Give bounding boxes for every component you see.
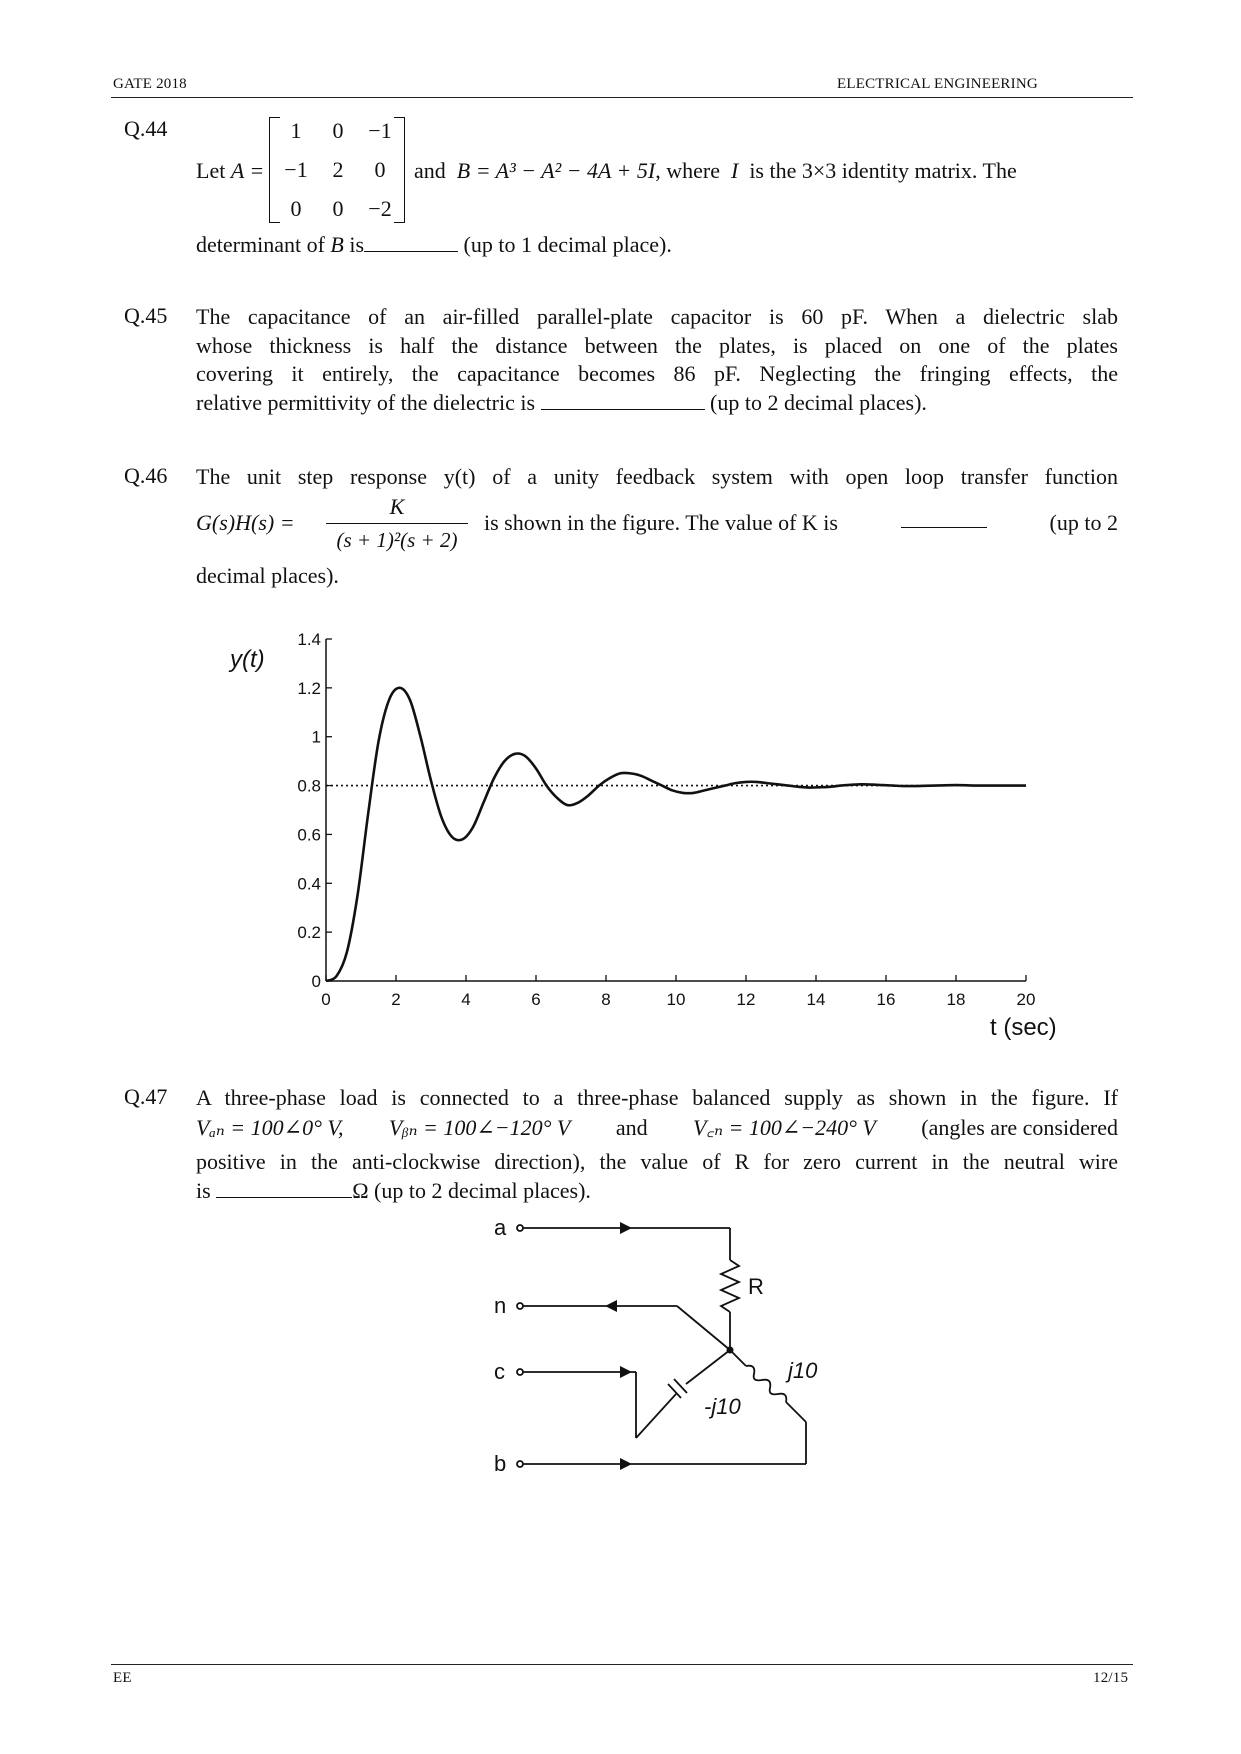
q47-line3: positive in the anti-clockwise direction), the value of R for zero current in the neutral wire xyxy=(196,1149,1118,1174)
arrow-c xyxy=(620,1366,632,1378)
answer-blank[interactable] xyxy=(901,509,987,528)
terminal-c-label: c xyxy=(494,1359,505,1384)
matrix-cell: 2 xyxy=(332,157,344,182)
y-tick-label: 0.2 xyxy=(297,923,321,943)
q46-line3: decimal places). xyxy=(196,563,339,588)
inductor-label: j10 xyxy=(788,1358,818,1383)
van-expr: Vₐₙ = 100∠0° V, xyxy=(196,1115,344,1140)
q44-line2: determinant of B is (up to 1 decimal place). xyxy=(196,232,672,257)
vcn-expr: V꜀ₙ = 100∠−240° V xyxy=(693,1115,876,1140)
y-tick-label: 1 xyxy=(311,727,321,747)
answer-blank[interactable] xyxy=(364,233,458,252)
x-tick-label: 14 xyxy=(806,990,826,1009)
footer-rule xyxy=(111,1664,1133,1665)
q44-line1-rest: and B = A³ − A² − 4A + 5I, where I is the 3×3 identity matrix. The xyxy=(414,158,1017,183)
q46-denominator: (s + 1)²(s + 2) xyxy=(336,528,458,552)
x-tick-label: 0 xyxy=(321,990,331,1009)
inductor-coil xyxy=(746,1366,786,1402)
q46-line1: The unit step response y(t) of a unity feedback system with open loop transfer function xyxy=(196,464,1118,489)
matrix-cell: 1 xyxy=(290,118,302,143)
x-tick-label: 10 xyxy=(666,990,686,1009)
capacitor-label: -j10 xyxy=(704,1394,741,1419)
three-phase-circuit xyxy=(480,1210,840,1500)
header-rule xyxy=(111,97,1133,98)
header-right: ELECTRICAL ENGINEERING xyxy=(837,76,1038,92)
matrix-cell: 0 xyxy=(332,118,344,143)
terminal-a-node xyxy=(517,1225,523,1231)
answer-blank[interactable] xyxy=(216,1179,352,1198)
footer-right: 12/15 xyxy=(1093,1670,1129,1686)
series-line-y xyxy=(326,688,1026,981)
q45-line: The capacitance of an air-filled parallel-plate capacitor is 60 pF. When a dielectric slab xyxy=(196,304,1118,329)
step-response-chart xyxy=(200,615,1080,1055)
vbn-expr: Vᵦₙ = 100∠−120° V xyxy=(388,1115,571,1140)
header-left: GATE 2018 xyxy=(113,76,187,92)
x-tick-label: 4 xyxy=(461,990,471,1009)
x-tick-label: 16 xyxy=(876,990,896,1009)
y-tick-label: 0 xyxy=(311,972,321,991)
q44-let: Let A = xyxy=(196,158,265,183)
x-tick-label: 18 xyxy=(946,990,966,1009)
q47-line4: is Ω (up to 2 decimal places). xyxy=(196,1178,591,1203)
terminal-b-node xyxy=(517,1461,523,1467)
x-tick-label: 12 xyxy=(736,990,756,1009)
arrow-n xyxy=(605,1300,617,1312)
terminal-n-label: n xyxy=(494,1293,507,1318)
q45-text xyxy=(196,303,1118,417)
x-tick-label: 8 xyxy=(601,990,611,1009)
terminal-a-label: a xyxy=(494,1215,507,1240)
arrow-a xyxy=(620,1222,632,1234)
capacitor-plate xyxy=(674,1379,687,1393)
matrix-cell: −1 xyxy=(368,118,392,143)
x-axis-label: t (sec) xyxy=(990,1014,1057,1041)
answer-blank[interactable] xyxy=(541,391,705,410)
y-tick-label: 0.6 xyxy=(297,825,321,845)
q45-line: relative permittivity of the dielectric is (up to 2 decimal places). xyxy=(196,389,927,415)
matrix-cell: −1 xyxy=(284,157,308,182)
y-tick-label: 1.2 xyxy=(297,678,321,698)
terminal-n-node xyxy=(517,1303,523,1309)
q46-lhs: G(s)H(s) = xyxy=(196,510,295,535)
q46-numerator: K xyxy=(389,494,405,519)
neutral-junction xyxy=(727,1347,734,1354)
terminal-b-label: b xyxy=(494,1451,507,1476)
resistor-zigzag xyxy=(721,1260,739,1312)
q47-number: Q.47 xyxy=(124,1084,168,1109)
matrix-cell: 0 xyxy=(332,196,344,221)
terminal-c-node xyxy=(517,1369,523,1375)
matrix-cell: 0 xyxy=(290,196,302,221)
q46-number: Q.46 xyxy=(124,463,168,488)
q47-line2: Vₐₙ = 100∠0° V, Vᵦₙ = 100∠−120° V and V꜀ₙ = 100∠−240° V (angles are considered xyxy=(196,1114,1118,1143)
fraction-bar xyxy=(326,523,468,524)
q47-line1: A three-phase load is connected to a three-phase balanced supply as shown in the figure. If xyxy=(196,1085,1118,1110)
x-tick-label: 2 xyxy=(391,990,401,1009)
matrix-cell: 0 xyxy=(374,157,386,182)
arrow-b xyxy=(620,1458,632,1470)
q45-line: whose thickness is half the distance between the plates, is placed on one of the plates xyxy=(196,332,1118,358)
x-tick-label: 6 xyxy=(531,990,541,1009)
y-axis-label: y(t) xyxy=(230,646,265,673)
q45-line: covering it entirely, the capacitance becomes 86 pF. Neglecting the fringing effects, the xyxy=(196,361,1118,386)
footer-left: EE xyxy=(113,1670,132,1686)
q44-number: Q.44 xyxy=(124,116,168,141)
q46-line2-rest: is shown in the figure. The value of K is (up to 2 xyxy=(484,510,1118,535)
matrix-cell: −2 xyxy=(368,196,392,221)
q45-number: Q.45 xyxy=(124,303,168,328)
y-tick-label: 0.4 xyxy=(297,874,321,894)
resistor-label: R xyxy=(748,1274,764,1299)
y-tick-label: 0.8 xyxy=(297,776,321,796)
y-tick-label: 1.4 xyxy=(297,630,321,649)
x-tick-label: 20 xyxy=(1016,990,1036,1009)
